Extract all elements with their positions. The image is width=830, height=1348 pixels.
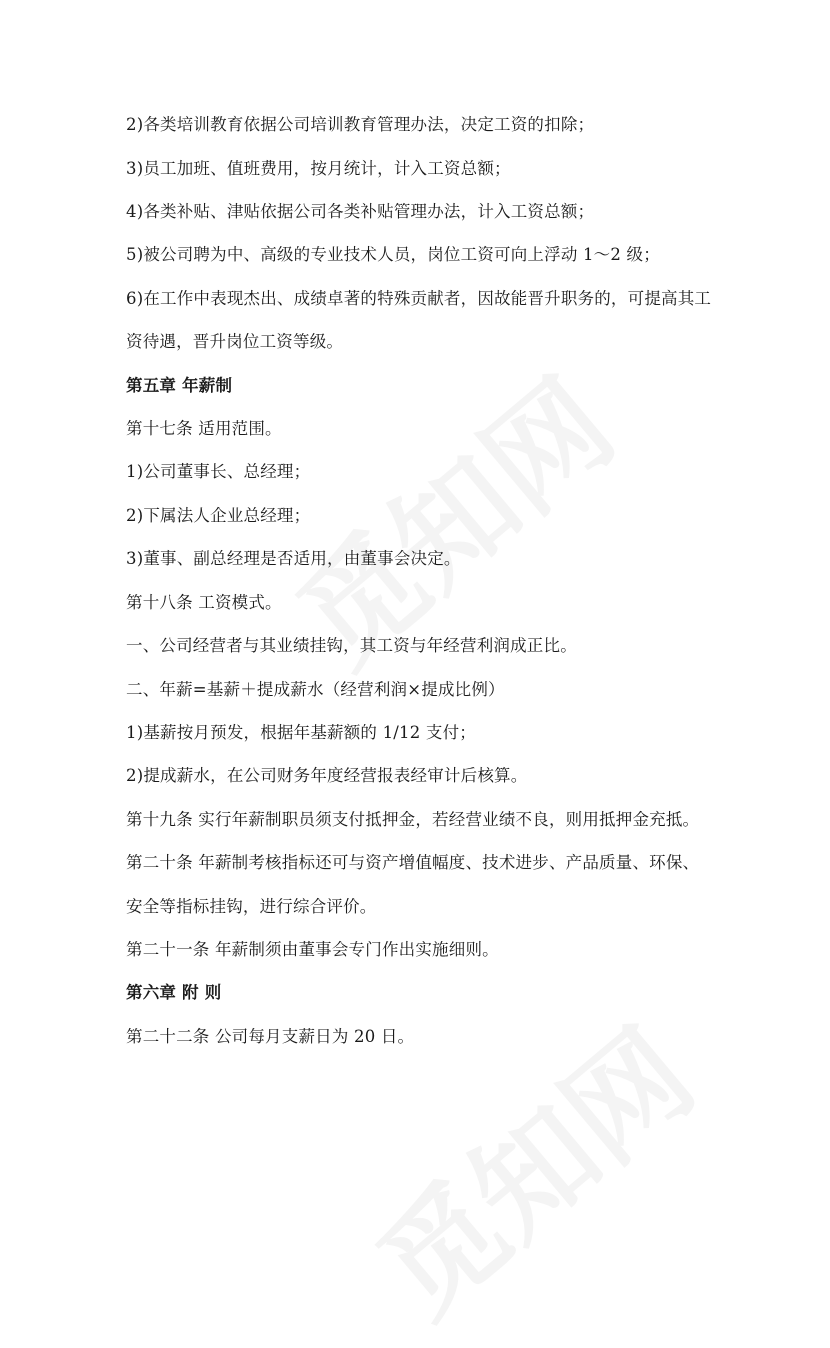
article-20-cont: 安全等指标挂钩，进行综合评价。	[126, 897, 377, 916]
list-item-subsidiary-gm: 2)下属法人企业总经理；	[126, 506, 311, 525]
list-item-allowances: 4)各类补贴、津贴依据公司各类补贴管理办法，计入工资总额；	[126, 202, 595, 221]
article-20: 第二十条 年薪制考核指标还可与资产增值幅度、技术进步、产品质量、环保、	[126, 853, 700, 872]
list-item-overtime-pay: 3)员工加班、值班费用，按月统计，计入工资总额；	[126, 159, 511, 178]
article-22: 第二十二条 公司每月支薪日为 20 日。	[126, 1027, 415, 1046]
list-item-special-contribution: 6)在工作中表现杰出、成绩卓著的特殊贡献者，因故能晋升职务的，可提高其工	[126, 289, 712, 308]
article-18: 第十八条 工资模式。	[126, 593, 282, 612]
paragraph-one: 一、公司经营者与其业绩挂钩，其工资与年经营利润成正比。	[126, 636, 577, 655]
article-19: 第十九条 实行年薪制职员须支付抵押金，若经营业绩不良，则用抵押金充抵。	[126, 810, 700, 829]
paragraph-two: 二、年薪=基薪＋提成薪水（经营利润×提成比例）	[126, 680, 505, 699]
chapter-six-heading: 第六章 附 则	[126, 983, 222, 1002]
article-21: 第二十一条 年薪制须由董事会专门作出实施细则。	[126, 940, 499, 959]
list-item-commission: 2)提成薪水，在公司财务年度经营报表经审计后核算。	[126, 766, 528, 785]
list-item-base-salary: 1)基薪按月预发，根据年基薪额的 1/12 支付；	[126, 723, 476, 742]
article-17: 第十七条 适用范围。	[126, 419, 282, 438]
list-item-training-deduction: 2)各类培训教育依据公司培训教育管理办法，决定工资的扣除；	[126, 115, 595, 134]
list-item-chairman: 1)公司董事长、总经理；	[126, 462, 311, 481]
list-item-directors: 3)董事、副总经理是否适用，由董事会决定。	[126, 549, 461, 568]
list-item-technical-staff: 5)被公司聘为中、高级的专业技术人员，岗位工资可向上浮动 1～2 级；	[126, 245, 660, 264]
chapter-five-heading: 第五章 年薪制	[126, 376, 233, 395]
list-item-special-contribution-cont: 资待遇，晋升岗位工资等级。	[126, 332, 344, 351]
